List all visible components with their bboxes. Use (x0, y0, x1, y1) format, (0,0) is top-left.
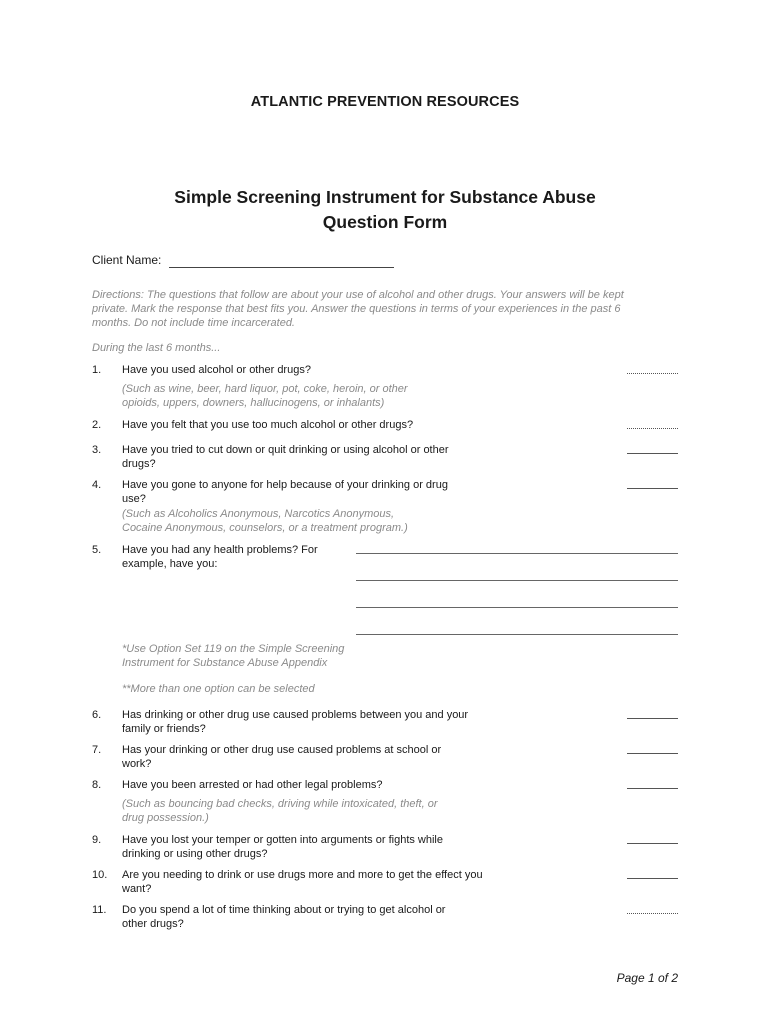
question-8-answer-field[interactable] (627, 788, 678, 789)
directions-text: Directions: The questions that follow are about your use of alcohol and other drugs. Your answers will be kept private. Mark the response that best fits you. Answer the questions in terms of your experiences in the past 6 months. Do not include time incarcerated. (92, 289, 624, 329)
client-name-field[interactable] (169, 267, 394, 268)
question-7-answer-field[interactable] (627, 753, 678, 754)
question-7-text: Has your drinking or other drug use caused problems at school or work? (122, 744, 442, 770)
question-10-number: 10. (92, 869, 108, 881)
question-5-note: *Use Option Set 119 on the Simple Screening Instrument for Substance Abuse Appendix (122, 643, 345, 669)
question-5-answer-line-2[interactable] (356, 580, 678, 581)
question-1-text: Have you used alcohol or other drugs? (122, 364, 311, 376)
question-8-note: (Such as bouncing bad checks, driving while intoxicated, theft, or drug possession.) (122, 798, 438, 824)
question-8-text: Have you been arrested or had other legal problems? (122, 779, 383, 791)
question-5-note-multiple: **More than one option can be selected (122, 683, 315, 695)
question-9-number: 9. (92, 834, 102, 846)
form-title (0, 185, 770, 235)
form-title-line-2: Question Form (322, 212, 448, 232)
question-5-text: Have you had any health problems? For example, have you: (122, 544, 318, 570)
question-10-text: Are you needing to drink or use drugs more and more to get the effect you want? (122, 869, 483, 895)
during-period-text: During the last 6 months... (92, 342, 221, 354)
question-4-answer-field[interactable] (627, 488, 678, 489)
question-5-number: 5. (92, 544, 102, 556)
question-9-text: Have you lost your temper or gotten into arguments or fights while drinking or using other drugs? (122, 834, 443, 860)
question-2-answer-field[interactable] (627, 428, 678, 429)
question-9-answer-field[interactable] (627, 843, 678, 844)
question-6-text: Has drinking or other drug use caused problems between you and your family or friends? (122, 709, 469, 735)
question-11-text: Do you spend a lot of time thinking about or trying to get alcohol or other drugs? (122, 904, 446, 930)
question-11-answer-field[interactable] (627, 913, 678, 914)
question-5-answer-line-4[interactable] (356, 634, 678, 635)
form-title-line-1: Simple Screening Instrument for Substance Abuse (174, 187, 596, 207)
question-1-answer-field[interactable] (627, 373, 678, 374)
question-4-note: (Such as Alcoholics Anonymous, Narcotics Anonymous, Cocaine Anonymous, counselors, or a treatment program.) (122, 508, 408, 534)
question-5-answer-line-3[interactable] (356, 607, 678, 608)
question-2-text: Have you felt that you use too much alcohol or other drugs? (122, 419, 414, 431)
question-6-answer-field[interactable] (627, 718, 678, 719)
question-11-number: 11. (92, 904, 107, 916)
question-4-number: 4. (92, 479, 102, 491)
question-10-answer-field[interactable] (627, 878, 678, 879)
question-3-answer-field[interactable] (627, 453, 678, 454)
question-5-answer-line-1[interactable] (356, 553, 678, 554)
page-number: Page 1 of 2 (616, 971, 678, 985)
question-6-number: 6. (92, 709, 102, 721)
client-name-label: Client Name: (92, 253, 162, 267)
question-3-text: Have you tried to cut down or quit drinking or using alcohol or other drugs? (122, 444, 449, 470)
question-1-number: 1. (92, 364, 102, 376)
question-8-number: 8. (92, 779, 102, 791)
question-2-number: 2. (92, 419, 102, 431)
organization-title: ATLANTIC PREVENTION RESOURCES (250, 94, 520, 110)
question-4-text: Have you gone to anyone for help because of your drinking or drug use? (122, 479, 448, 505)
question-1-note: (Such as wine, beer, hard liquor, pot, coke, heroin, or other opioids, uppers, downers, hallucinogens, or inhalants) (122, 383, 408, 409)
question-7-number: 7. (92, 744, 102, 756)
question-3-number: 3. (92, 444, 102, 456)
